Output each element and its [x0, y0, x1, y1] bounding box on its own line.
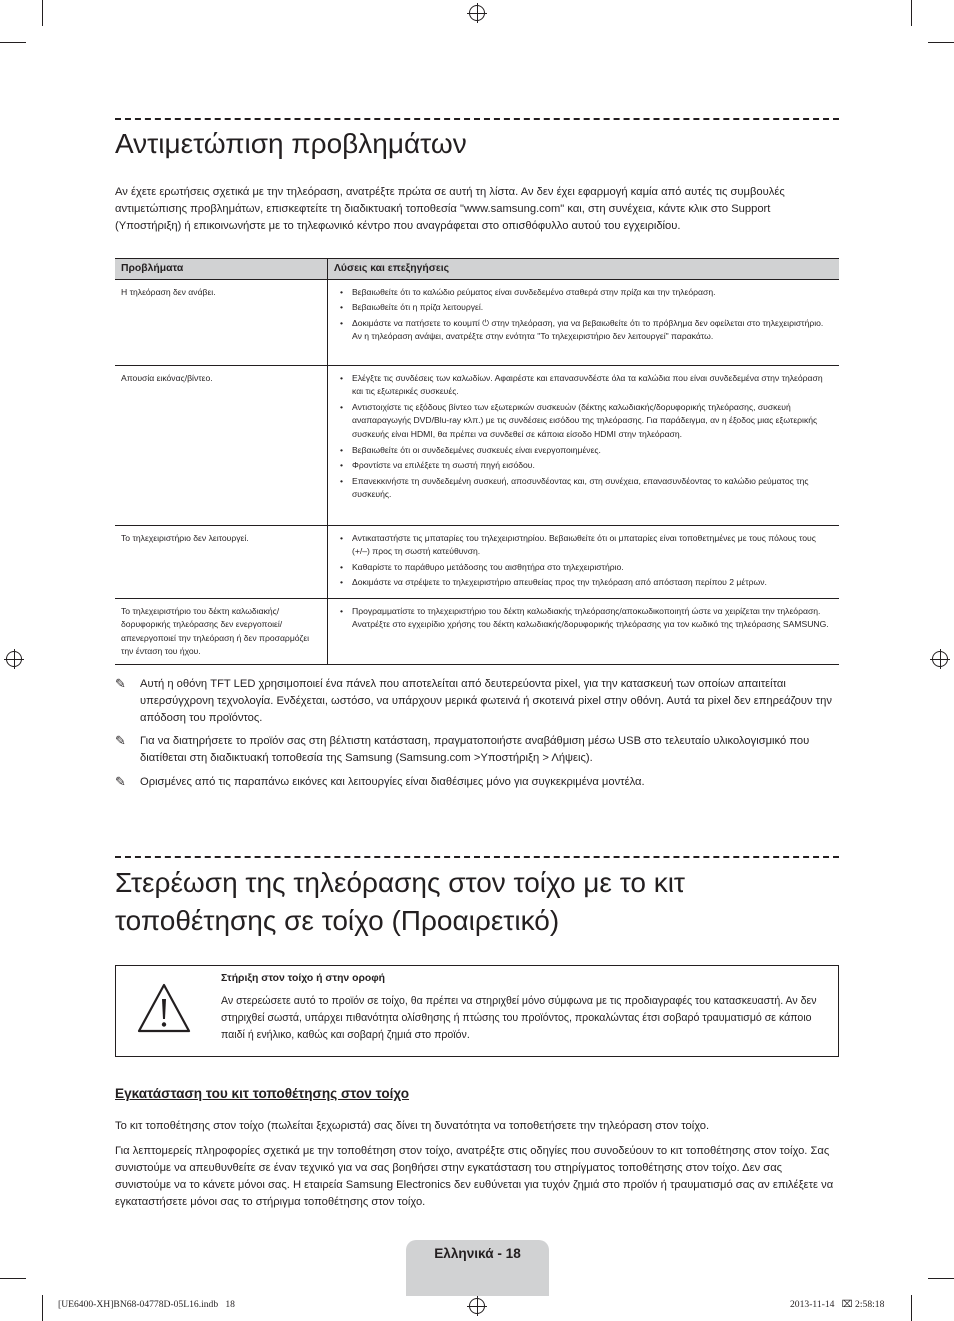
solution-item: • Βεβαιωθείτε ότι η πρίζα λειτουργεί.	[352, 301, 833, 315]
solution-item: • Δοκιμάστε να στρέψετε το τηλεχειριστήριο απευθείας προς την τηλεόραση από απόσταση περίπου 2 μέτρων.	[352, 576, 833, 590]
table-row	[115, 279, 839, 365]
table-row	[115, 598, 839, 664]
registration-mark-icon	[6, 651, 22, 667]
crop-mark	[911, 1295, 912, 1321]
solution-cell	[328, 365, 840, 525]
pencil-note-icon: ✎	[115, 733, 126, 749]
crop-mark	[0, 1278, 26, 1279]
solution-item: • Προγραμματίστε το τηλεχειριστήριο του δέκτη καλωδιακής τηλεόρασης/αποκωδικοποιητή ώστε να χειρίζεται την τηλεόραση. Ανατρέξτε στο εγχειρίδιο χρήσης του δέκτη καλωδιακής/δορυφορικής τηλεόρασης για τον κωδικό της τηλεόρασης SAMSUNG.	[352, 605, 833, 632]
solution-item: • Καθαρίστε το παράθυρο μετάδοσης του αισθητήρα στο τηλεχειριστήριο.	[352, 561, 833, 575]
note-item	[115, 676, 839, 726]
crop-mark	[42, 0, 43, 26]
section-title-line: τοποθέτησης σε τοίχο (Προαιρετικό)	[115, 905, 560, 936]
problem-cell: Το τηλεχειριστήριο του δέκτη καλωδιακής/δορυφορικής τηλεόρασης δεν ενεργοποιεί/απενεργοποιεί την τηλεόραση ή δεν προσαρμόζει την ένταση του ήχου.	[115, 598, 328, 664]
registration-mark-icon	[932, 651, 948, 667]
subheading-wall-kit: Εγκατάσταση του κιτ τοποθέτησης στον τοίχο	[115, 1086, 410, 1101]
solution-item: • Δοκιμάστε να πατήσετε το κουμπί ⏻ στην τηλεόραση, για να βεβαιωθείτε ότι το πρόβλημα δεν οφείλεται στο τηλεχειριστήριο. Αν η τηλεόραση ανάψει, ανατρέξτε στην ενότητα "Το τηλεχειριστήριο δεν λειτουργεί" παρακάτω.	[352, 317, 833, 344]
note-text: Ορισμένες από τις παραπάνω εικόνες και λειτουργίες είναι διαθέσιμες μόνο για συγκεκριμένα μοντέλα.	[140, 775, 645, 788]
page-number-tab	[406, 1240, 549, 1296]
solution-item: • Βεβαιωθείτε ότι το καλώδιο ρεύματος είναι συνδεδεμένο σταθερά στην πρίζα και την τηλεόραση.	[352, 286, 833, 300]
crop-mark	[42, 1295, 43, 1321]
problem-cell: Το τηλεχειριστήριο δεν λειτουργεί.	[115, 525, 328, 598]
section-divider	[115, 856, 839, 858]
registration-mark-icon	[469, 1298, 485, 1314]
note-text: Αυτή η οθόνη TFT LED χρησιμοποιεί ένα πάνελ που αποτελείται από δευτερεύοντα pixel, για την κατασκευή των οποίων απαιτείται υπερσύγχρονη τεχνολογία. Ενδέχεται, ωστόσο, να υπάρχουν μερικά φωτεινά ή σκοτεινά pixel στην οθόνη. Αυτά τα pixel δεν επηρεάζουν την απόδοση του προϊόντος.	[140, 678, 832, 724]
intro-paragraph: Αν έχετε ερωτήσεις σχετικά με την τηλεόραση, ανατρέξτε πρώτα σε αυτή τη λίστα. Αν δεν έχει εφαρμογή καμία από αυτές τις συμβουλές αντιμετώπισης προβλημάτων, επισκεφτείτε τη διαδικτυακή τοποθεσία "www.samsung.com" και, στη συνέχεια, κάντε κλικ στο Support (Υποστήριξη) ή επικοινωνήστε με το τηλεφωνικό κέντρο που αναγράφεται στο οπισθόφυλλο αυτού του εγχειριδίου.	[115, 186, 785, 232]
footer-file-info: [UE6400-XH]BN68-04778D-05L16.indb 18	[58, 1299, 235, 1310]
column-header-solutions: Λύσεις και επεξηγήσεις	[328, 259, 840, 280]
pencil-note-icon: ✎	[115, 676, 126, 691]
pencil-note-icon: ✎	[115, 773, 126, 789]
section-title-troubleshooting: Αντιμετώπιση προβλημάτων	[115, 128, 467, 159]
warning-box	[115, 965, 839, 1057]
solution-item: • Επανεκκινήστε τη συνδεδεμένη συσκευή, αποσυνδέοντας και, στη συνέχεια, επανασυνδέοντας το καλώδιο ρεύματος της συσκευής.	[352, 475, 833, 502]
body-paragraph: Το κιτ τοποθέτησης στον τοίχο (πωλείται ξεχωριστά) σας δίνει τη δυνατότητα να τοποθετήσετε την τηλεόραση στον τοίχο.	[115, 1120, 710, 1132]
warning-triangle-icon	[136, 982, 192, 1034]
note-item	[115, 774, 839, 791]
problem-cell: Απουσία εικόνας/βίντεο.	[115, 365, 328, 525]
crop-mark	[928, 1278, 954, 1279]
table-row	[115, 525, 839, 598]
warning-title: Στήριξη στον τοίχο ή στην οροφή	[221, 973, 386, 984]
section-title-wall-mount	[115, 864, 685, 940]
problem-cell: Η τηλεόραση δεν ανάβει.	[115, 279, 328, 365]
section-title-line: Στερέωση της τηλεόρασης στον τοίχο με το κιτ	[115, 867, 685, 898]
column-header-problems: Προβλήματα	[115, 259, 328, 280]
registration-mark-icon	[469, 5, 485, 21]
solution-cell	[328, 598, 840, 664]
crop-mark	[911, 0, 912, 26]
footer-timestamp: 2013-11-14 ⌧ 2:58:18	[790, 1299, 885, 1310]
solution-item: • Ελέγξτε τις συνδέσεις των καλωδίων. Αφαιρέστε και επανασυνδέστε όλα τα καλώδια που είναι συνδεδεμένα στην τηλεόραση και τις εξωτερικές συσκευές.	[352, 372, 833, 399]
notes-list	[115, 676, 839, 798]
warning-body: Αν στερεώσετε αυτό το προϊόν σε τοίχο, θα πρέπει να στηριχθεί μόνο σύμφωνα με τις προδιαγραφές του κατασκευαστή. Αν δεν στηριχθεί σωστά, υπάρχει πιθανότητα ολίσθησης ή πτώσης του προϊόντος, προκαλώντας έτσι σοβαρό τραυματισμό σε κάποιο παιδί ή ενήλικο, καθώς και σοβαρή ζημιά στο προϊόν.	[221, 995, 817, 1041]
solution-item: • Αντικαταστήστε τις μπαταρίες του τηλεχειριστηρίου. Βεβαιωθείτε ότι οι μπαταρίες είναι τοποθετημένες με τους πόλους τους (+/–) προς τη σωστή κατεύθυνση.	[352, 532, 833, 559]
section-divider	[115, 118, 839, 120]
note-item	[115, 733, 839, 767]
solution-item: • Φροντίστε να επιλέξετε τη σωστή πηγή εισόδου.	[352, 459, 833, 473]
note-text: Για να διατηρήσετε το προϊόν σας στη βέλτιστη κατάσταση, πραγματοποιήστε αναβάθμιση μέσω USB στο τελευταίο υλικολογισμικό που διατίθεται στη διαδικτυακή τοποθεσία της Samsung (Samsung.com >Υποστήριξη > Λήψεις).	[140, 735, 810, 765]
troubleshooting-table	[115, 258, 839, 665]
solution-item: • Αντιστοιχίστε τις εξόδους βίντεο των εξωτερικών συσκευών (δέκτης καλωδιακής/δορυφορικής τηλεόρασης, συσκευή αναπαραγωγής DVD/Blu-ray κλπ.) με τις συνδέσεις εισόδου της τηλεόρασης. Για παράδειγμα, αν η έξοδος μιας εξωτερικής συσκευής είναι HDMI, θα πρέπει να συνδεθεί σε κάποια είσοδο HDMI στην τηλεόραση.	[352, 401, 833, 442]
table-header-row	[115, 259, 839, 280]
solution-cell	[328, 279, 840, 365]
solution-cell	[328, 525, 840, 598]
body-paragraph: Για λεπτομερείς πληροφορίες σχετικά με την τοποθέτηση στον τοίχο, ανατρέξτε στις οδηγίες που συνοδεύουν το κιτ τοποθέτησης στον τοίχο. Σας συνιστούμε να απευθυνθείτε σε έναν τεχνικό για να σας βοηθήσει στην εγκατάσταση του στηρίγματος τοποθέτησης στον τοίχο. Δεν σας συνιστούμε να το κάνετε μόνοι σας. Η εταιρεία Samsung Electronics δεν ευθύνεται για τυχόν ζημιά στο προϊόν ή τραυματισμό σας αν επιλέξετε να εγκαταστήσετε μόνοι σας το στήριγμα τοποθέτησης στον τοίχο.	[115, 1145, 834, 1208]
page-label: Ελληνικά - 18	[434, 1246, 521, 1261]
table-row	[115, 365, 839, 525]
crop-mark	[928, 42, 954, 43]
crop-mark	[0, 42, 26, 43]
solution-item: • Βεβαιωθείτε ότι οι συνδεδεμένες συσκευές είναι ενεργοποιημένες.	[352, 444, 833, 458]
